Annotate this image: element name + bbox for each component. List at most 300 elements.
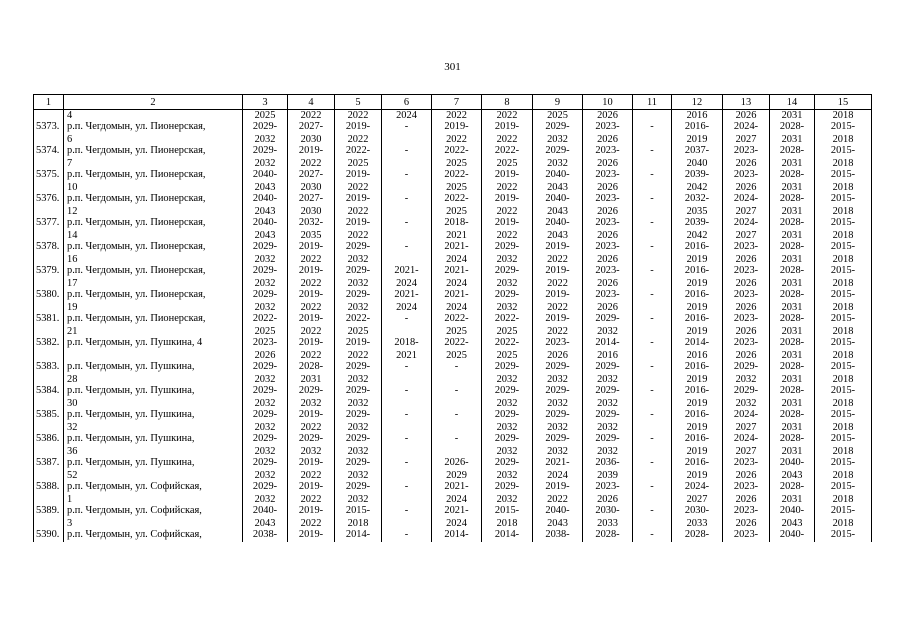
period-cell: 2032 [482,446,533,457]
table-row [34,481,872,494]
period-cell: 2014- [583,337,633,350]
table-row [34,230,872,241]
period-cell: 2032 [533,446,583,457]
period-cell: - [382,217,432,230]
period-cell: 2029- [482,481,533,494]
period-cell: 2022 [335,230,382,241]
period-cell: 2032 [335,422,382,433]
table-row [34,158,872,169]
period-cell: 2025 [533,110,583,122]
period-cell: - [382,385,432,398]
period-cell: 2024 [382,278,432,289]
period-cell: 2022- [335,313,382,326]
table-row [34,110,872,122]
period-cell: 2022- [482,337,533,350]
period-cell: 2019- [482,193,533,206]
period-cell: 2018 [815,398,872,409]
period-cell: 2032 [243,470,288,481]
period-cell: 2021 [432,230,482,241]
column-header: 14 [770,95,815,110]
period-cell: 2019- [335,217,382,230]
period-cell: 2018 [815,350,872,361]
period-cell: 2031 [770,254,815,265]
period-cell [382,470,432,481]
period-cell: 2022 [288,350,335,361]
period-cell: 2022 [335,110,382,122]
period-cell: 2032 [243,422,288,433]
period-cell: 2032 [482,422,533,433]
period-cell: 2022 [482,110,533,122]
period-cell: 2026 [723,278,770,289]
period-cell: 2026 [723,494,770,505]
period-cell: 2029- [335,265,382,278]
period-cell: 2025 [335,326,382,337]
period-cell: 2022 [482,206,533,217]
period-cell: 2032 [482,254,533,265]
period-cell: 2043 [533,518,583,529]
period-cell: 2015- [815,529,872,542]
address-cell: р.п. Чегдомын, ул. Софийская, [64,529,243,542]
period-cell: 2027 [723,230,770,241]
address-cell: 4 [64,110,243,122]
period-cell: 2019- [482,121,533,134]
period-cell: 2026 [723,158,770,169]
address-cell: 17 [64,278,243,289]
period-cell [633,470,672,481]
column-header: 6 [382,95,432,110]
header-row [34,95,872,110]
period-cell: - [382,361,432,374]
period-cell: 2025 [432,206,482,217]
period-cell: - [382,481,432,494]
period-cell: 2018- [432,217,482,230]
period-cell: 2024 [432,254,482,265]
period-cell: 2022 [288,326,335,337]
table-row [34,217,872,230]
period-cell: 2025 [482,350,533,361]
address-cell: 21 [64,326,243,337]
period-cell: 2015- [335,505,382,518]
period-cell: 2023- [723,529,770,542]
period-cell: 2022- [432,337,482,350]
period-cell: 2022- [482,313,533,326]
period-cell: 2024 [432,302,482,313]
period-cell: 2014- [482,529,533,542]
column-header: 4 [288,95,335,110]
period-cell: 2024 [382,110,432,122]
period-cell: 2024- [723,433,770,446]
period-cell: - [382,169,432,182]
period-cell [633,230,672,241]
table-row [34,505,872,518]
period-cell: 2021- [432,289,482,302]
table-row [34,121,872,134]
period-cell: 2019- [482,169,533,182]
period-cell: - [382,241,432,254]
period-cell: 2031 [770,230,815,241]
period-cell: 2024 [382,302,432,313]
period-cell: 2037- [672,145,723,158]
period-cell: 2018 [815,134,872,145]
table-row [34,457,872,470]
period-cell: - [633,481,672,494]
period-cell: 2022 [288,470,335,481]
row-number-cell [34,182,64,193]
table-row [34,254,872,265]
period-cell: 2040- [533,169,583,182]
period-cell: 2016- [672,457,723,470]
period-cell: 2031 [770,326,815,337]
period-cell: 2018 [815,302,872,313]
period-cell: 2015- [815,289,872,302]
period-cell: 2028- [770,145,815,158]
row-number-cell [34,230,64,241]
table-row [34,361,872,374]
period-cell: - [633,505,672,518]
period-cell: 2015- [815,505,872,518]
row-number-cell: 5388. [34,481,64,494]
table-row [34,241,872,254]
period-cell: - [633,313,672,326]
row-number-cell: 5376. [34,193,64,206]
address-cell: 16 [64,254,243,265]
address-cell: 52 [64,470,243,481]
period-cell: 2023- [583,265,633,278]
period-cell: 2032 [723,398,770,409]
table-row [34,206,872,217]
row-number-cell [34,422,64,433]
table-row [34,134,872,145]
period-cell: 2025 [432,158,482,169]
period-cell: 2023- [583,121,633,134]
period-cell: 2015- [815,385,872,398]
period-cell [382,494,432,505]
period-cell: - [633,385,672,398]
period-cell: 2023- [723,337,770,350]
period-cell: 2014- [432,529,482,542]
period-cell: 2019- [288,409,335,422]
period-cell: - [432,433,482,446]
period-cell: 2029 [432,470,482,481]
period-cell: 2028- [583,529,633,542]
period-cell: 2027- [288,169,335,182]
period-cell: 2022- [482,145,533,158]
period-cell: 2038- [533,529,583,542]
period-cell: 2018 [815,254,872,265]
period-cell: 2016- [672,265,723,278]
period-cell: 2019 [672,422,723,433]
row-number-cell: 5375. [34,169,64,182]
period-cell: - [633,289,672,302]
period-cell [633,254,672,265]
period-cell: 2022 [533,254,583,265]
period-cell: 2019- [288,481,335,494]
period-cell: 2042 [672,182,723,193]
period-cell: 2028- [770,337,815,350]
period-cell: 2029- [583,361,633,374]
period-cell: 2021- [432,505,482,518]
row-number-cell [34,158,64,169]
period-cell: 2019- [288,337,335,350]
period-cell: 2043 [533,182,583,193]
table-row [34,289,872,302]
period-cell: 2028- [770,481,815,494]
table-row [34,518,872,529]
period-cell: 2043 [770,518,815,529]
period-cell: 2029- [243,145,288,158]
period-cell: 2022 [288,494,335,505]
column-header: 2 [64,95,243,110]
period-cell: 2018 [815,494,872,505]
period-cell: 2022 [288,158,335,169]
period-cell: 2029- [243,241,288,254]
period-cell: 2019- [288,505,335,518]
period-cell: 2043 [533,230,583,241]
period-cell: 2019- [335,169,382,182]
column-header: 13 [723,95,770,110]
period-cell: 2029- [288,385,335,398]
table-row [34,409,872,422]
period-cell: 2032 [533,134,583,145]
period-cell: 2016- [672,433,723,446]
period-cell: 2031 [770,158,815,169]
period-cell: 2032 [583,374,633,385]
period-cell: 2032 [335,446,382,457]
table-row [34,433,872,446]
period-cell [633,374,672,385]
address-cell: 7 [64,158,243,169]
address-cell: р.п. Чегдомын, ул. Пушкина, [64,361,243,374]
period-cell: 2032 [335,470,382,481]
period-cell: 2028- [770,217,815,230]
period-cell: 2015- [815,145,872,158]
address-cell: 36 [64,446,243,457]
period-cell: 2019- [533,481,583,494]
period-cell: 2032 [288,446,335,457]
period-cell: 2043 [770,470,815,481]
period-cell: 2023- [583,145,633,158]
period-cell [633,134,672,145]
period-cell: 2016- [672,121,723,134]
period-cell: 2027 [672,494,723,505]
column-header: 12 [672,95,723,110]
period-cell: 2022 [288,254,335,265]
period-cell: 2026 [583,158,633,169]
period-cell: 2029- [533,121,583,134]
period-cell: 2022 [288,110,335,122]
period-cell: 2029- [482,361,533,374]
address-cell: р.п. Чегдомын, ул. Пионерская, [64,265,243,278]
period-cell: 2028- [770,241,815,254]
period-cell: 2023- [583,169,633,182]
period-cell: 2025 [432,326,482,337]
period-cell: 2032 [335,494,382,505]
period-cell: 2024 [432,494,482,505]
period-cell: 2027 [723,446,770,457]
period-cell: 2025 [335,158,382,169]
row-number-cell [34,254,64,265]
period-cell: 2019- [335,337,382,350]
period-cell: 2029- [583,313,633,326]
period-cell: 2019 [672,326,723,337]
period-cell: 2023- [243,337,288,350]
period-cell: 2029- [288,433,335,446]
period-cell: - [633,169,672,182]
period-cell: 2029- [335,457,382,470]
period-cell: 2026 [723,110,770,122]
address-cell: р.п. Чегдомын, ул. Пионерская, [64,313,243,326]
period-cell: 2026 [583,254,633,265]
period-cell: 2032 [243,494,288,505]
period-cell: 2030- [672,505,723,518]
period-cell [633,158,672,169]
period-cell: 2038- [243,529,288,542]
address-cell: 12 [64,206,243,217]
period-cell: 2018 [815,326,872,337]
period-cell: 2029- [243,457,288,470]
period-cell: 2023- [583,481,633,494]
period-cell: - [633,145,672,158]
address-cell: р.п. Чегдомын, ул. Пионерская, [64,217,243,230]
period-cell: 2031 [770,302,815,313]
period-cell: 2022 [533,302,583,313]
column-header: 3 [243,95,288,110]
period-cell: 2018 [815,230,872,241]
period-cell: 2018 [815,446,872,457]
period-cell: - [432,385,482,398]
period-cell: 2023- [723,265,770,278]
period-cell: 2029- [723,385,770,398]
period-cell: 2023- [723,145,770,158]
period-cell: 2018 [815,374,872,385]
period-cell: 2016- [672,409,723,422]
period-cell: 2014- [672,337,723,350]
period-cell: 2039- [672,169,723,182]
period-cell: 2021 [382,350,432,361]
address-cell: р.п. Чегдомын, ул. Пушкина, [64,433,243,446]
period-cell: 2026 [723,326,770,337]
period-cell: 2023- [583,289,633,302]
period-cell: 2028- [770,265,815,278]
period-cell: 2040- [533,217,583,230]
table-row [34,169,872,182]
address-cell: р.п. Чегдомын, ул. Пушкина, [64,457,243,470]
period-cell: 2032 [482,374,533,385]
period-cell: 2023- [583,217,633,230]
period-cell: 2025 [482,326,533,337]
period-cell: 2023- [723,457,770,470]
period-cell: 2016- [672,361,723,374]
period-cell: 2032 [482,278,533,289]
period-cell: - [633,241,672,254]
period-cell: 2043 [243,206,288,217]
period-cell: 2040- [533,505,583,518]
period-cell: 2032 [288,398,335,409]
period-cell: 2028- [770,193,815,206]
address-cell: р.п. Чегдомын, ул. Пионерская, [64,241,243,254]
period-cell: 2021- [432,265,482,278]
period-cell: 2029- [243,481,288,494]
row-number-cell [34,110,64,122]
period-cell: 2015- [815,457,872,470]
table-row [34,398,872,409]
period-cell: 2019 [672,374,723,385]
period-cell: - [633,361,672,374]
address-cell: р.п. Чегдомын, ул. Пионерская, [64,169,243,182]
address-cell: р.п. Чегдомын, ул. Пушкина, [64,409,243,422]
period-cell: 2022 [288,302,335,313]
period-cell: 2032- [288,217,335,230]
period-cell: 2019- [533,289,583,302]
address-cell: 3 [64,518,243,529]
row-number-cell: 5383. [34,361,64,374]
period-cell: 2032 [243,158,288,169]
period-cell: 2026 [723,470,770,481]
period-cell: - [382,529,432,542]
column-header: 1 [34,95,64,110]
period-cell: - [633,217,672,230]
address-cell: р.п. Чегдомын, ул. Пионерская, [64,121,243,134]
period-cell [633,326,672,337]
period-cell: 2040- [533,193,583,206]
period-cell: 2025 [482,158,533,169]
period-cell: 2030 [288,182,335,193]
period-cell: 2019- [288,313,335,326]
period-cell: 2032 [335,398,382,409]
period-cell: - [432,361,482,374]
period-cell: 2019- [533,265,583,278]
period-cell: 2026 [243,350,288,361]
period-cell: 2026 [723,254,770,265]
period-cell: 2015- [815,433,872,446]
period-cell: 2023- [723,241,770,254]
period-cell: 2043 [243,230,288,241]
period-cell: 2027 [723,134,770,145]
address-cell: 30 [64,398,243,409]
period-cell: 2029- [583,409,633,422]
address-cell: 28 [64,374,243,385]
period-cell: 2028- [288,361,335,374]
period-cell: 2023- [583,241,633,254]
column-header: 11 [633,95,672,110]
period-cell: 2040- [243,217,288,230]
period-cell: 2027- [288,193,335,206]
period-cell: 2029- [482,241,533,254]
table-row [34,494,872,505]
period-cell: - [633,433,672,446]
period-cell: 2040- [770,505,815,518]
period-cell [633,398,672,409]
period-cell: 2021- [382,265,432,278]
period-cell [432,422,482,433]
period-cell: 2029- [335,481,382,494]
period-cell: 2019- [288,289,335,302]
period-cell: 2023- [533,337,583,350]
period-cell: 2029- [243,409,288,422]
period-cell: 2028- [672,529,723,542]
period-cell: - [633,265,672,278]
period-cell [633,518,672,529]
table-row [34,385,872,398]
period-cell: 2016- [672,289,723,302]
period-cell: 2028- [770,121,815,134]
period-cell: 2015- [815,481,872,494]
period-cell: 2022- [432,145,482,158]
address-cell: р.п. Чегдомын, ул. Пионерская, [64,289,243,302]
period-cell: 2022- [432,313,482,326]
period-cell: 2032 [482,398,533,409]
period-cell: 2030 [288,206,335,217]
